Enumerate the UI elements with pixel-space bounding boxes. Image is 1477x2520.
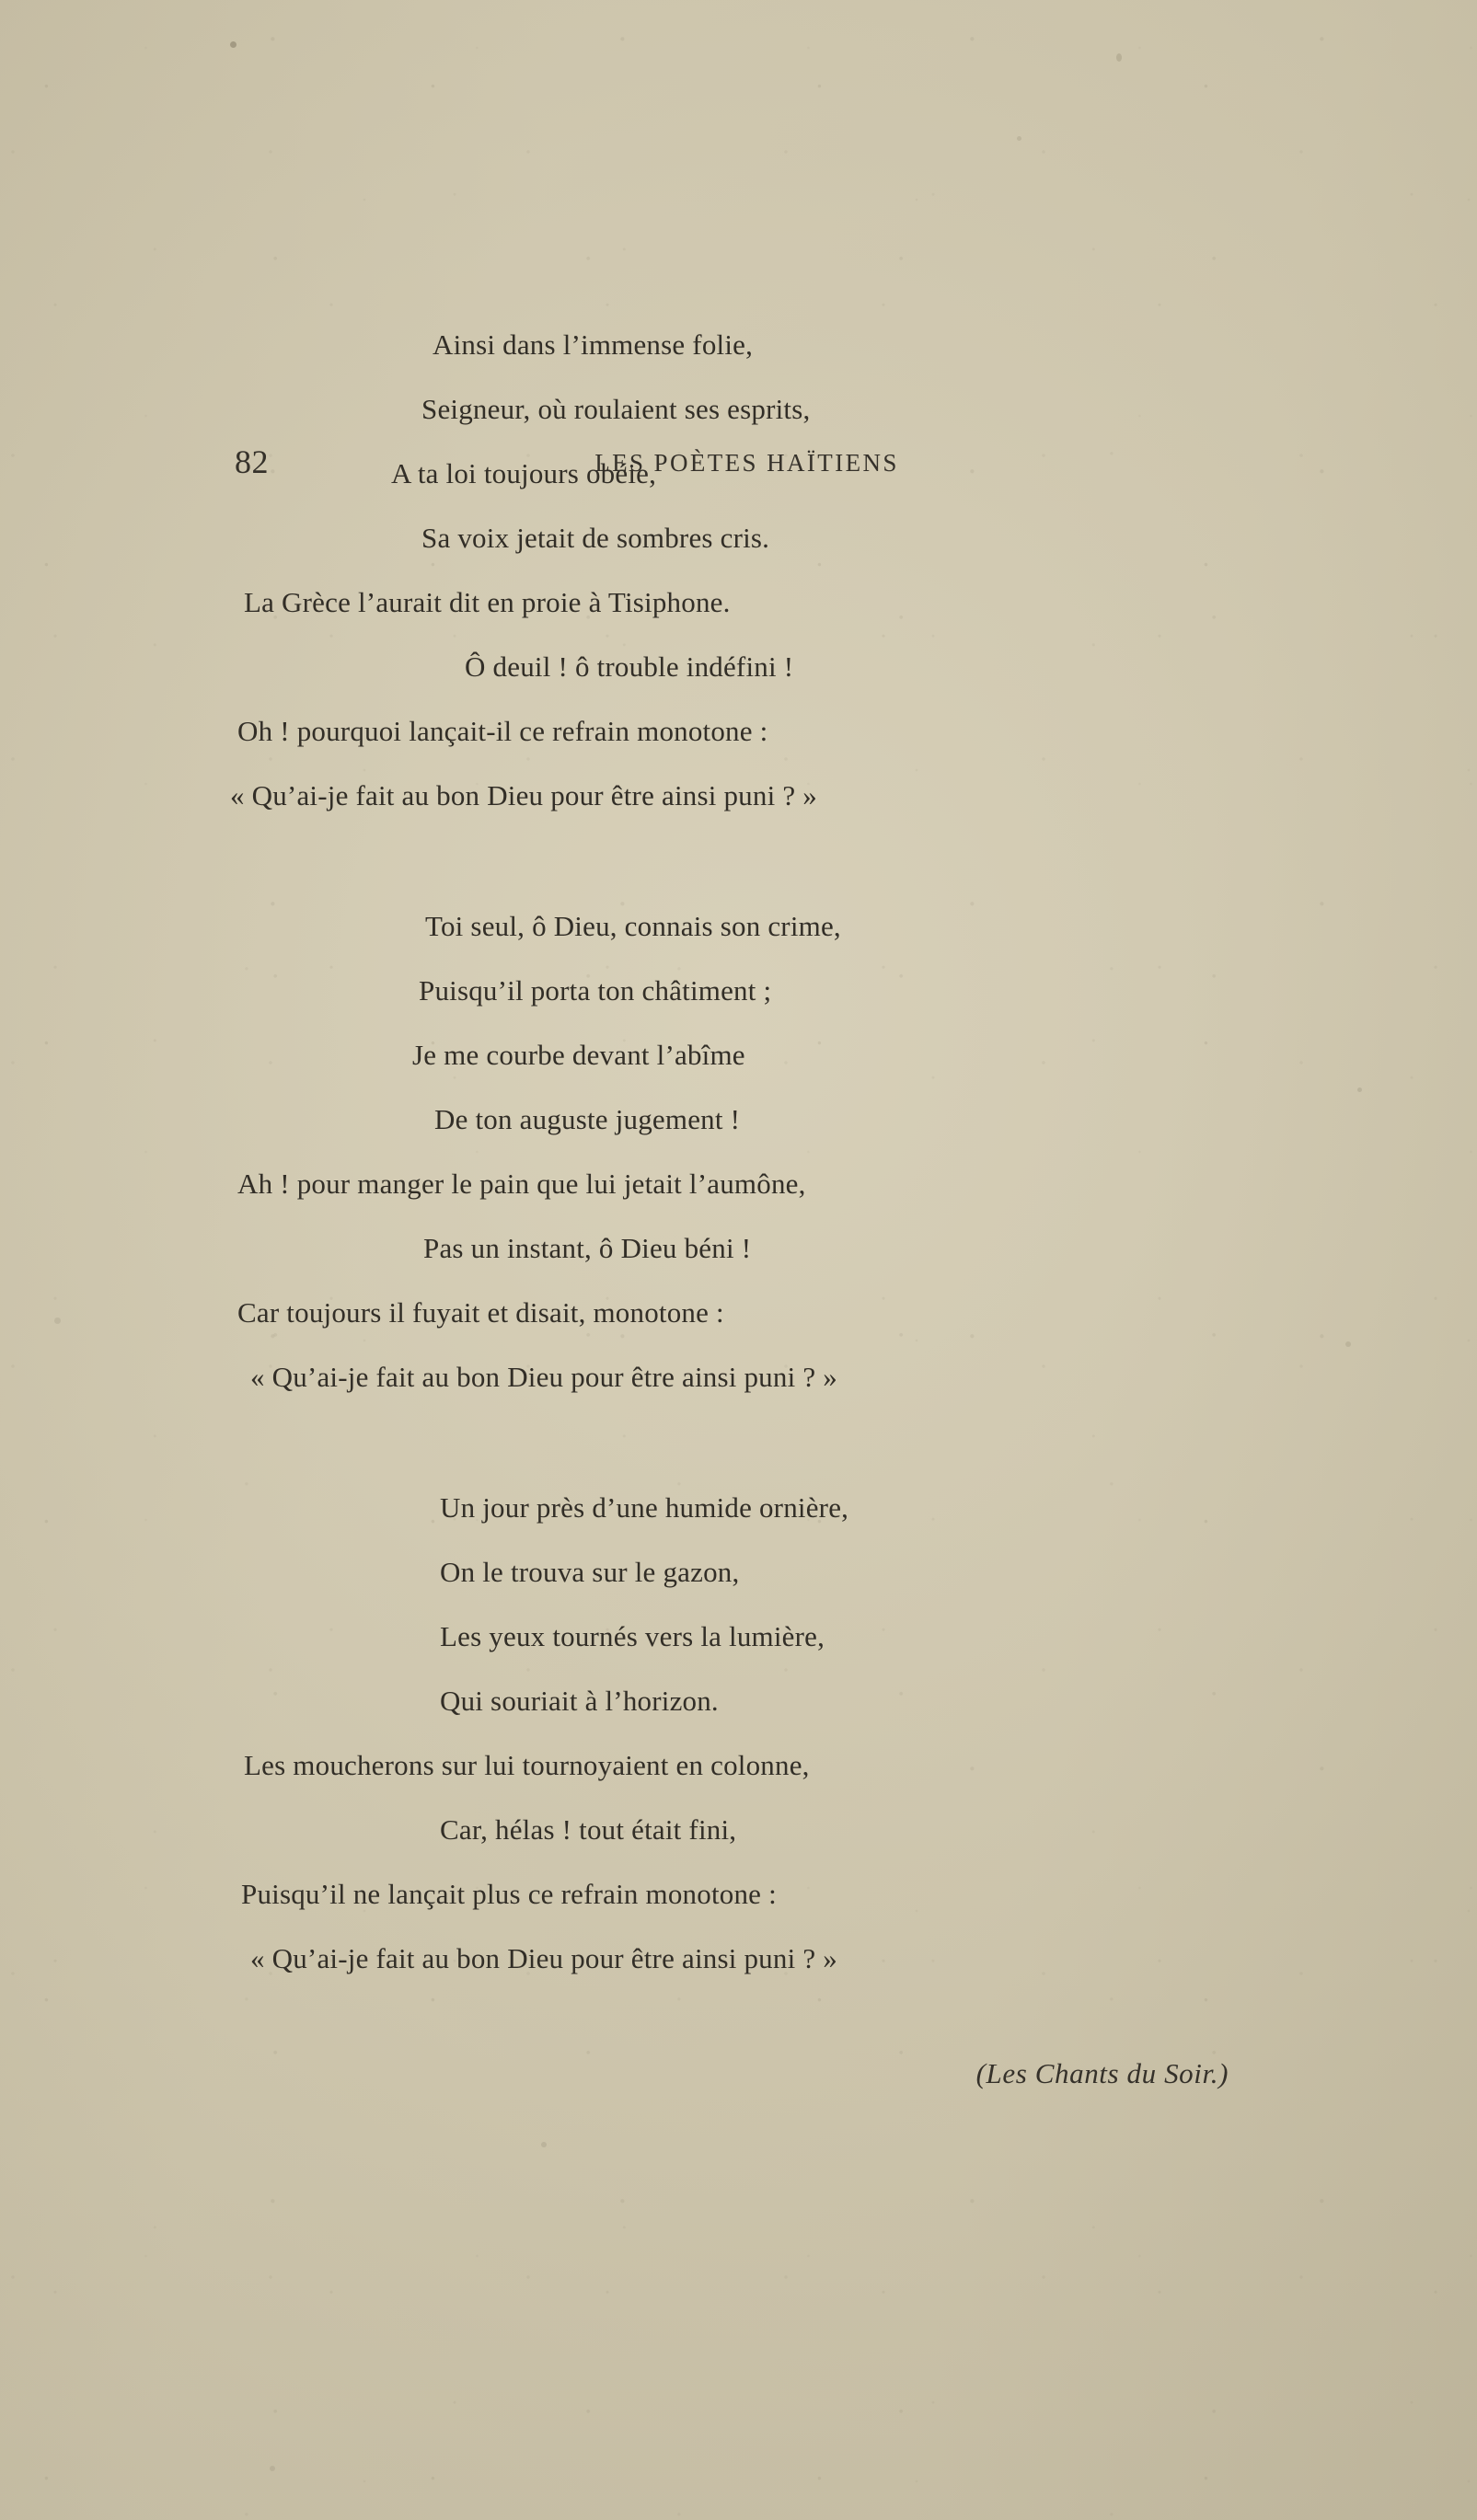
paper-blemish [541,2142,547,2147]
poem-line: La Grèce l’aurait dit en proie à Tisiphone. [244,586,731,618]
running-title: LES POÈTES HAÏTIENS [594,449,899,477]
page-number: 82 [235,443,269,480]
poem-line: Toi seul, ô Dieu, connais son crime, [425,910,841,942]
poem-line: Car, hélas ! tout était fini, [440,1813,737,1846]
poem-line: Puisqu’il ne lançait plus ce refrain monotone : [241,1878,777,1910]
paper-blemish [1345,1341,1351,1347]
paper-blemish [270,2466,275,2471]
poem-line: A ta loi toujours obéie, [391,457,657,489]
poem-line: Je me courbe devant l’abîme [412,1039,745,1071]
paper-blemish [230,41,237,48]
poem-line: Puisqu’il porta ton châtiment ; [419,974,772,1007]
paper-blemish [1357,1087,1362,1092]
paper-blemish [1116,53,1122,62]
poem-line: Ah ! pour manger le pain que lui jetait l’aumône, [237,1168,806,1200]
poem-line: Seigneur, où roulaient ses esprits, [421,393,811,425]
stanza-2 [0,894,1477,1410]
poem-line: Les moucherons sur lui tournoyaient en colonne, [244,1749,810,1781]
poem-line: Ainsi dans l’immense folie, [433,328,754,361]
poem-line: On le trouva sur le gazon, [440,1556,740,1588]
paper-blemish [54,1318,61,1324]
poem-line: Car toujours il fuyait et disait, monotone : [237,1296,724,1329]
poem-line: Sa voix jetait de sombres cris. [421,522,770,554]
poem-body [0,313,1477,2090]
poem-line: Qui souriait à l’horizon. [440,1685,719,1717]
poem-line: Les yeux tournés vers la lumière, [440,1620,825,1652]
poem-refrain: « Qu’ai-je fait au bon Dieu pour être ainsi puni ? » [230,779,817,811]
stanza-3 [0,1476,1477,1991]
poem-line: Pas un instant, ô Dieu béni ! [423,1232,752,1264]
poem-refrain: « Qu’ai-je fait au bon Dieu pour être ainsi puni ? » [250,1361,837,1393]
poem-line: De ton auguste jugement ! [434,1103,741,1135]
poem-refrain: « Qu’ai-je fait au bon Dieu pour être ainsi puni ? » [250,1942,837,1974]
poem-source-attribution: (Les Chants du Soir.) [975,2057,1229,2089]
poem-line: Ô deuil ! ô trouble indéfini ! [465,650,794,683]
poem-line: Oh ! pourquoi lançait-il ce refrain monotone : [237,715,768,747]
poem-line: Un jour près d’une humide ornière, [440,1491,849,1524]
stanza-1 [0,313,1477,828]
paper-blemish [1017,136,1021,141]
